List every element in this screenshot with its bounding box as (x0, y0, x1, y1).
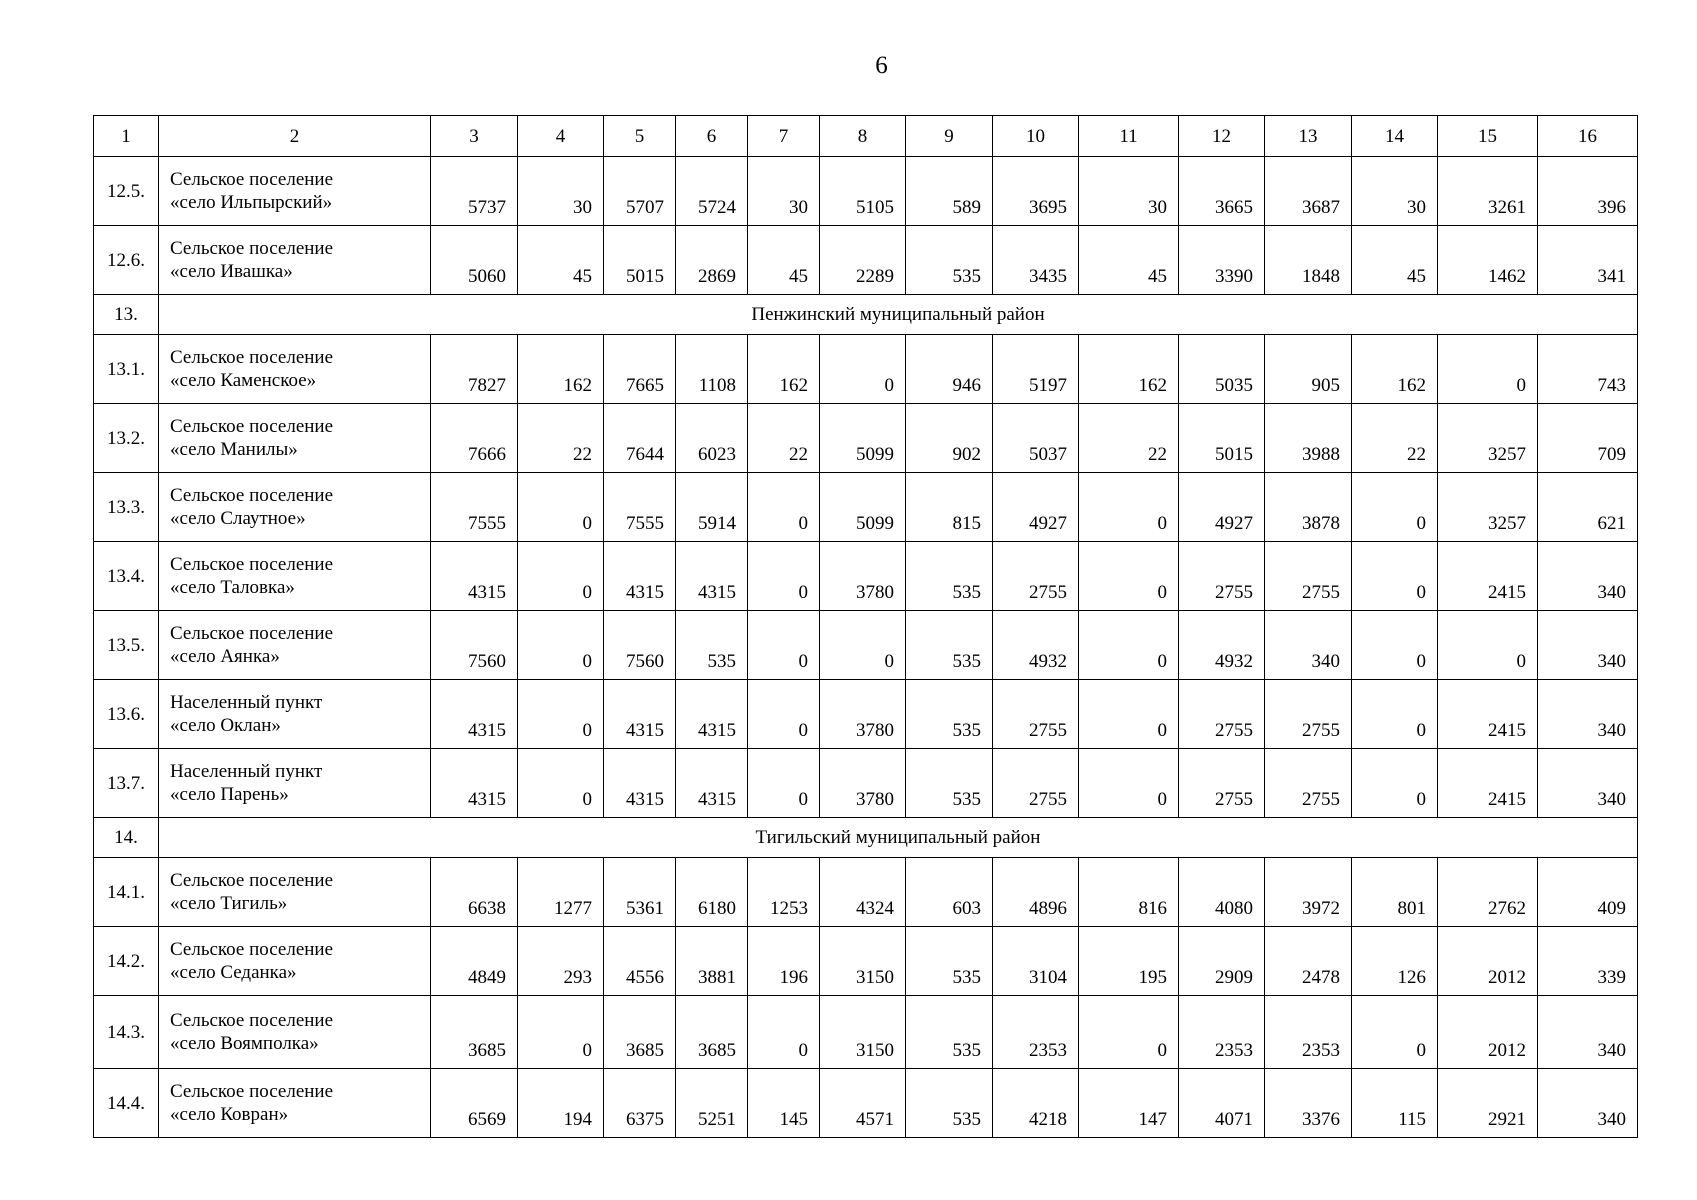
value-cell: 535 (906, 996, 993, 1069)
settlement-title: «село Таловка» (170, 577, 295, 598)
header-cell: 16 (1538, 116, 1638, 157)
value-cell: 2755 (1179, 542, 1265, 611)
settlement-title: «село Воямполка» (170, 1033, 319, 1054)
value-cell: 0 (1079, 996, 1179, 1069)
value-cell: 162 (1352, 335, 1438, 404)
value-cell: 3376 (1265, 1069, 1352, 1138)
settlement-title: «село Слаутное» (170, 508, 306, 529)
value-cell: 162 (748, 335, 820, 404)
value-cell: 2415 (1438, 542, 1538, 611)
header-cell: 8 (820, 116, 906, 157)
value-cell: 30 (518, 157, 604, 226)
table-row (94, 996, 1638, 1069)
value-cell: 162 (518, 335, 604, 404)
value-cell: 0 (518, 611, 604, 680)
header-cell: 10 (993, 116, 1079, 157)
settlement-type: Населенный пункт (170, 761, 323, 782)
settlement-title: «село Тигиль» (170, 893, 288, 914)
value-cell: 3257 (1438, 404, 1538, 473)
value-cell: 3104 (993, 927, 1079, 996)
value-cell: 7665 (604, 335, 676, 404)
section-number: 13. (94, 295, 159, 335)
value-cell: 0 (1079, 749, 1179, 818)
value-cell: 2755 (1265, 542, 1352, 611)
settlement-type: Сельское поселение (170, 623, 334, 644)
value-cell: 45 (1352, 226, 1438, 295)
settlement-title: «село Каменское» (170, 370, 317, 391)
value-cell: 339 (1538, 927, 1638, 996)
value-cell: 535 (906, 542, 993, 611)
value-cell: 340 (1538, 680, 1638, 749)
settlement-type: Сельское поселение (170, 485, 334, 506)
value-cell: 2289 (820, 226, 906, 295)
value-cell: 340 (1538, 749, 1638, 818)
settlement-name (159, 473, 431, 542)
value-cell: 1253 (748, 858, 820, 927)
value-cell: 0 (1352, 542, 1438, 611)
value-cell: 2909 (1179, 927, 1265, 996)
settlement-title: «село Оклан» (170, 715, 281, 736)
row-number: 13.1. (94, 335, 159, 404)
value-cell: 0 (1438, 611, 1538, 680)
header-cell: 14 (1352, 116, 1438, 157)
table-row (94, 1069, 1638, 1138)
value-cell: 4932 (1179, 611, 1265, 680)
row-number: 12.6. (94, 226, 159, 295)
settlement-name (159, 996, 431, 1069)
value-cell: 5724 (676, 157, 748, 226)
value-cell: 0 (518, 473, 604, 542)
value-cell: 2012 (1438, 927, 1538, 996)
value-cell: 535 (906, 680, 993, 749)
value-cell: 5037 (993, 404, 1079, 473)
settlement-type: Сельское поселение (170, 1010, 334, 1031)
value-cell: 0 (748, 542, 820, 611)
value-cell: 3685 (676, 996, 748, 1069)
value-cell: 0 (820, 611, 906, 680)
value-cell: 2415 (1438, 680, 1538, 749)
value-cell: 4932 (993, 611, 1079, 680)
value-cell: 340 (1538, 611, 1638, 680)
value-cell: 816 (1079, 858, 1179, 927)
row-number: 14.2. (94, 927, 159, 996)
value-cell: 743 (1538, 335, 1638, 404)
value-cell: 2012 (1438, 996, 1538, 1069)
value-cell: 4896 (993, 858, 1079, 927)
settlement-name (159, 404, 431, 473)
section-row (94, 818, 1638, 858)
value-cell: 4849 (431, 927, 518, 996)
value-cell: 0 (748, 473, 820, 542)
value-cell: 0 (748, 749, 820, 818)
value-cell: 340 (1538, 1069, 1638, 1138)
settlement-name (159, 858, 431, 927)
value-cell: 6023 (676, 404, 748, 473)
value-cell: 341 (1538, 226, 1638, 295)
value-cell: 1277 (518, 858, 604, 927)
row-number: 14.4. (94, 1069, 159, 1138)
value-cell: 801 (1352, 858, 1438, 927)
value-cell: 4315 (676, 749, 748, 818)
value-cell: 194 (518, 1069, 604, 1138)
value-cell: 7666 (431, 404, 518, 473)
header-cell: 7 (748, 116, 820, 157)
value-cell: 2755 (993, 680, 1079, 749)
settlement-title: «село Ильпырский» (170, 192, 333, 213)
value-cell: 815 (906, 473, 993, 542)
value-cell: 4556 (604, 927, 676, 996)
table-row (94, 226, 1638, 295)
value-cell: 195 (1079, 927, 1179, 996)
value-cell: 5099 (820, 404, 906, 473)
value-cell: 7827 (431, 335, 518, 404)
value-cell: 1462 (1438, 226, 1538, 295)
value-cell: 2353 (1179, 996, 1265, 1069)
value-cell: 535 (906, 226, 993, 295)
value-cell: 2353 (1265, 996, 1352, 1069)
value-cell: 5737 (431, 157, 518, 226)
section-row (94, 295, 1638, 335)
settlement-title: «село Аянка» (170, 646, 280, 667)
value-cell: 3780 (820, 749, 906, 818)
value-cell: 145 (748, 1069, 820, 1138)
settlement-name (159, 1069, 431, 1138)
value-cell: 3685 (431, 996, 518, 1069)
row-number: 13.3. (94, 473, 159, 542)
value-cell: 6375 (604, 1069, 676, 1138)
value-cell: 22 (518, 404, 604, 473)
value-cell: 3150 (820, 996, 906, 1069)
settlement-type: Населенный пункт (170, 692, 323, 713)
value-cell: 45 (1079, 226, 1179, 295)
value-cell: 5197 (993, 335, 1079, 404)
value-cell: 7555 (431, 473, 518, 542)
table-row (94, 542, 1638, 611)
value-cell: 0 (748, 996, 820, 1069)
value-cell: 3988 (1265, 404, 1352, 473)
value-cell: 5015 (1179, 404, 1265, 473)
value-cell: 0 (748, 611, 820, 680)
settlement-type: Сельское поселение (170, 1081, 334, 1102)
value-cell: 0 (1079, 473, 1179, 542)
table-row (94, 335, 1638, 404)
value-cell: 7555 (604, 473, 676, 542)
value-cell: 535 (906, 611, 993, 680)
value-cell: 603 (906, 858, 993, 927)
value-cell: 409 (1538, 858, 1638, 927)
value-cell: 3780 (820, 680, 906, 749)
value-cell: 196 (748, 927, 820, 996)
value-cell: 2415 (1438, 749, 1538, 818)
value-cell: 2755 (1179, 680, 1265, 749)
settlement-title: «село Манилы» (170, 439, 298, 460)
value-cell: 3257 (1438, 473, 1538, 542)
value-cell: 2762 (1438, 858, 1538, 927)
value-cell: 535 (676, 611, 748, 680)
row-number: 13.4. (94, 542, 159, 611)
value-cell: 2869 (676, 226, 748, 295)
value-cell: 1108 (676, 335, 748, 404)
settlement-type: Сельское поселение (170, 416, 334, 437)
value-cell: 0 (820, 335, 906, 404)
table-row (94, 927, 1638, 996)
value-cell: 4927 (1179, 473, 1265, 542)
value-cell: 5914 (676, 473, 748, 542)
settlement-type: Сельское поселение (170, 554, 334, 575)
value-cell: 5251 (676, 1069, 748, 1138)
value-cell: 0 (518, 542, 604, 611)
value-cell: 5707 (604, 157, 676, 226)
value-cell: 0 (1079, 680, 1179, 749)
value-cell: 535 (906, 927, 993, 996)
value-cell: 0 (1079, 542, 1179, 611)
value-cell: 902 (906, 404, 993, 473)
value-cell: 589 (906, 157, 993, 226)
settlement-name (159, 542, 431, 611)
settlement-type: Сельское поселение (170, 870, 334, 891)
row-number: 14.1. (94, 858, 159, 927)
table-row (94, 157, 1638, 226)
settlement-title: «село Ковран» (170, 1104, 289, 1125)
value-cell: 535 (906, 749, 993, 818)
value-cell: 3261 (1438, 157, 1538, 226)
settlement-title: «село Ивашка» (170, 261, 293, 282)
value-cell: 4324 (820, 858, 906, 927)
value-cell: 0 (1352, 473, 1438, 542)
header-cell: 11 (1079, 116, 1179, 157)
value-cell: 340 (1265, 611, 1352, 680)
header-cell: 4 (518, 116, 604, 157)
settlement-name (159, 335, 431, 404)
value-cell: 5060 (431, 226, 518, 295)
value-cell: 946 (906, 335, 993, 404)
value-cell: 1848 (1265, 226, 1352, 295)
settlement-name (159, 611, 431, 680)
value-cell: 2755 (993, 542, 1079, 611)
section-number: 14. (94, 818, 159, 858)
value-cell: 30 (1079, 157, 1179, 226)
value-cell: 0 (518, 749, 604, 818)
value-cell: 396 (1538, 157, 1638, 226)
header-cell: 2 (159, 116, 431, 157)
settlement-title: «село Парень» (170, 784, 289, 805)
value-cell: 5105 (820, 157, 906, 226)
value-cell: 22 (1079, 404, 1179, 473)
value-cell: 0 (1079, 611, 1179, 680)
row-number: 13.6. (94, 680, 159, 749)
value-cell: 2755 (1265, 749, 1352, 818)
value-cell: 2353 (993, 996, 1079, 1069)
value-cell: 2755 (1179, 749, 1265, 818)
value-cell: 4927 (993, 473, 1079, 542)
value-cell: 2478 (1265, 927, 1352, 996)
value-cell: 0 (518, 680, 604, 749)
value-cell: 0 (1352, 611, 1438, 680)
value-cell: 4315 (604, 542, 676, 611)
value-cell: 0 (1352, 996, 1438, 1069)
value-cell: 4315 (604, 680, 676, 749)
value-cell: 45 (518, 226, 604, 295)
value-cell: 162 (1079, 335, 1179, 404)
value-cell: 30 (1352, 157, 1438, 226)
value-cell: 3878 (1265, 473, 1352, 542)
settlement-name (159, 157, 431, 226)
row-number: 14.3. (94, 996, 159, 1069)
value-cell: 3685 (604, 996, 676, 1069)
value-cell: 0 (1438, 335, 1538, 404)
value-cell: 4071 (1179, 1069, 1265, 1138)
value-cell: 0 (1352, 680, 1438, 749)
value-cell: 709 (1538, 404, 1638, 473)
settlement-name (159, 226, 431, 295)
value-cell: 115 (1352, 1069, 1438, 1138)
row-number: 12.5. (94, 157, 159, 226)
settlement-type: Сельское поселение (170, 169, 334, 190)
value-cell: 4080 (1179, 858, 1265, 927)
value-cell: 340 (1538, 996, 1638, 1069)
value-cell: 7644 (604, 404, 676, 473)
settlement-type: Сельское поселение (170, 939, 334, 960)
value-cell: 0 (748, 680, 820, 749)
value-cell: 6180 (676, 858, 748, 927)
value-cell: 0 (1352, 749, 1438, 818)
value-cell: 30 (748, 157, 820, 226)
header-cell: 15 (1438, 116, 1538, 157)
value-cell: 147 (1079, 1069, 1179, 1138)
value-cell: 126 (1352, 927, 1438, 996)
value-cell: 535 (906, 1069, 993, 1138)
row-number: 13.2. (94, 404, 159, 473)
table-row (94, 404, 1638, 473)
value-cell: 2755 (993, 749, 1079, 818)
settlement-type: Сельское поселение (170, 238, 334, 259)
value-cell: 3972 (1265, 858, 1352, 927)
header-row (94, 116, 1638, 157)
table-row (94, 749, 1638, 818)
header-cell: 5 (604, 116, 676, 157)
value-cell: 293 (518, 927, 604, 996)
value-cell: 3881 (676, 927, 748, 996)
value-cell: 621 (1538, 473, 1638, 542)
value-cell: 45 (748, 226, 820, 295)
value-cell: 3435 (993, 226, 1079, 295)
value-cell: 3390 (1179, 226, 1265, 295)
value-cell: 7560 (604, 611, 676, 680)
table-row (94, 473, 1638, 542)
value-cell: 4315 (676, 680, 748, 749)
value-cell: 4315 (431, 680, 518, 749)
value-cell: 905 (1265, 335, 1352, 404)
value-cell: 2755 (1265, 680, 1352, 749)
header-cell: 3 (431, 116, 518, 157)
value-cell: 0 (518, 996, 604, 1069)
settlement-name (159, 749, 431, 818)
section-title: Тигильский муниципальный район (159, 818, 1638, 858)
value-cell: 7560 (431, 611, 518, 680)
value-cell: 5099 (820, 473, 906, 542)
value-cell: 4218 (993, 1069, 1079, 1138)
value-cell: 3150 (820, 927, 906, 996)
table-row (94, 611, 1638, 680)
header-cell: 9 (906, 116, 993, 157)
value-cell: 4315 (431, 749, 518, 818)
settlement-name (159, 927, 431, 996)
header-cell: 1 (94, 116, 159, 157)
value-cell: 4315 (431, 542, 518, 611)
value-cell: 5361 (604, 858, 676, 927)
value-cell: 6569 (431, 1069, 518, 1138)
value-cell: 2921 (1438, 1069, 1538, 1138)
row-number: 13.5. (94, 611, 159, 680)
settlement-name (159, 680, 431, 749)
value-cell: 22 (1352, 404, 1438, 473)
table-row (94, 858, 1638, 927)
value-cell: 3687 (1265, 157, 1352, 226)
value-cell: 4315 (604, 749, 676, 818)
table-body (94, 116, 1638, 1138)
page-number: 6 (875, 52, 888, 79)
header-cell: 12 (1179, 116, 1265, 157)
value-cell: 3665 (1179, 157, 1265, 226)
value-cell: 5035 (1179, 335, 1265, 404)
header-cell: 13 (1265, 116, 1352, 157)
row-number: 13.7. (94, 749, 159, 818)
value-cell: 340 (1538, 542, 1638, 611)
header-cell: 6 (676, 116, 748, 157)
data-table (93, 115, 1638, 1138)
value-cell: 4571 (820, 1069, 906, 1138)
table-row (94, 680, 1638, 749)
settlement-type: Сельское поселение (170, 347, 334, 368)
settlement-title: «село Седанка» (170, 962, 297, 983)
value-cell: 4315 (676, 542, 748, 611)
value-cell: 3780 (820, 542, 906, 611)
value-cell: 3695 (993, 157, 1079, 226)
value-cell: 5015 (604, 226, 676, 295)
section-title: Пенжинский муниципальный район (159, 295, 1638, 335)
value-cell: 22 (748, 404, 820, 473)
value-cell: 6638 (431, 858, 518, 927)
